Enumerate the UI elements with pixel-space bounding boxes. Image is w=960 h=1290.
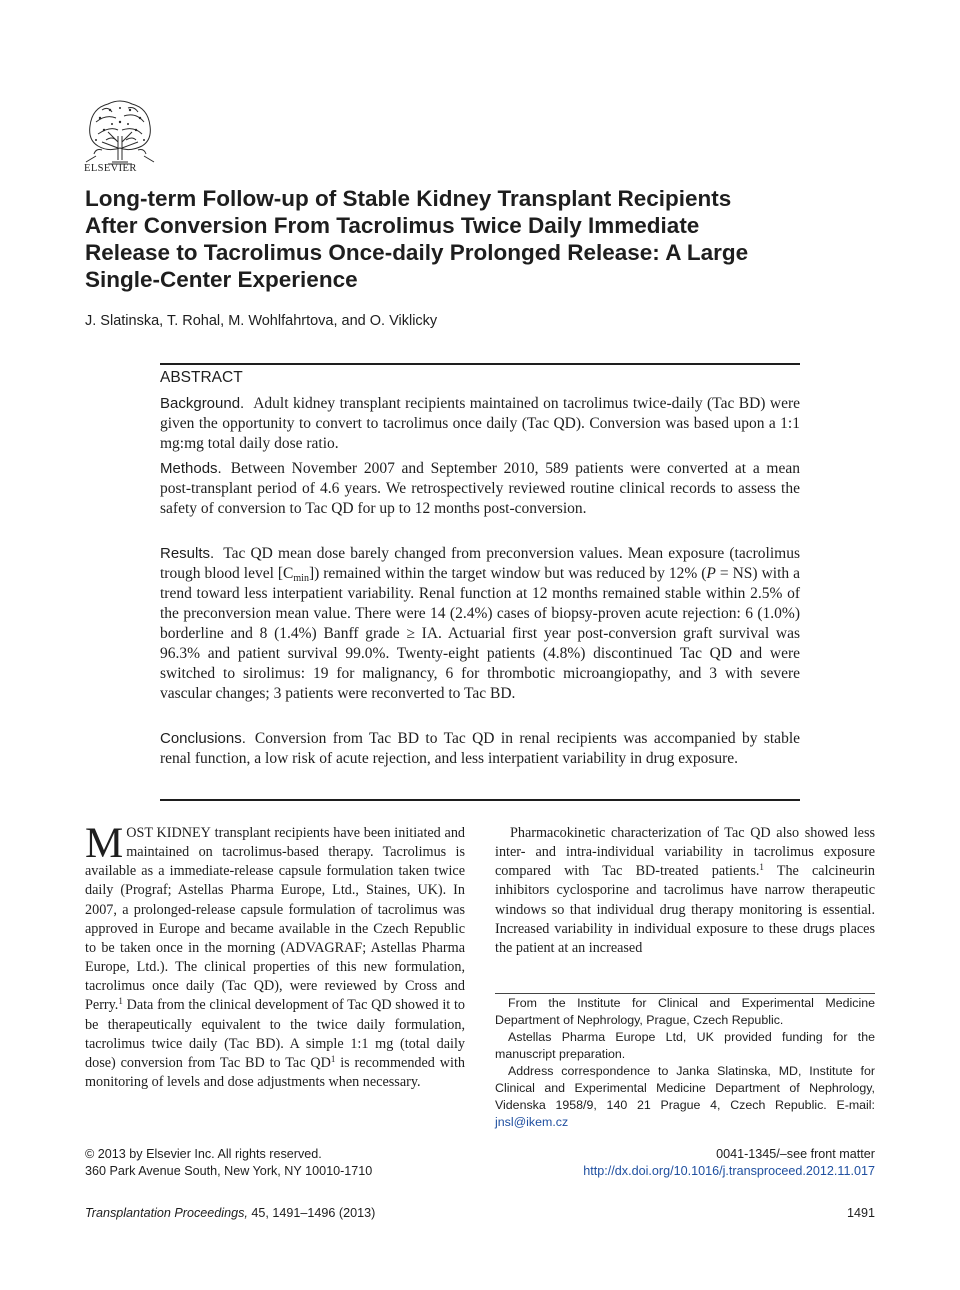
footnote-funding — [495, 1029, 875, 1063]
footnote-rule — [495, 993, 875, 994]
drop-cap: M — [85, 820, 124, 867]
small-caps-lead: OST KIDNEY — [126, 825, 211, 841]
publisher-name: ELSEVIER — [84, 163, 137, 174]
page-number: 1491 — [846, 1206, 875, 1220]
subscript-min: min — [293, 573, 309, 584]
copyright-notice: © 2013 by Elsevier Inc. All rights reserved. — [85, 1147, 322, 1161]
title-line: Release to Tacrolimus Once-daily Prolonged Release: A Large — [85, 240, 749, 265]
abstract-text: ]) remained within the target window but was reduced by 12% ( — [308, 565, 707, 582]
journal-citation — [85, 1206, 375, 1220]
abstract-text: Tac QD mean dose barely changed from preconversion values. Mean exposure (tacrolimus trough blood level [C — [160, 545, 800, 582]
abstract-text: Adult kidney transplant recipients maintained on tacrolimus twice-daily (Tac BD) were given the opportunity to convert to tacrolimus once daily (Tac QD). Conversion was based upon a 1:1 mg:mg total daily dose ratio. — [160, 395, 800, 452]
abstract-top-rule — [160, 363, 800, 365]
issn-block — [583, 1146, 875, 1179]
body-text: The calcineurin inhibitors cyclosporine and tacrolimus have narrow therapeutic windows so that individual drug therapy monitoring is essential. Increased variability in individual exposure to these drugs places the patient at an increased — [495, 863, 875, 956]
footnote-text: Address correspondence to Janka Slatinska, MD, Institute for Clinical and Experimental Medicine Department of Nephrology, Videnska 1958/9, 140 21 Prague 4, Czech Republic. E-mail: — [495, 1064, 875, 1112]
abstract-label: Conclusions. — [160, 730, 246, 747]
abstract-results — [160, 544, 800, 704]
body-text: Data from the clinical development of Tac QD showed it to be therapeutically equivalent to the twice daily formulation, tacrolimus twice daily (Tac BD). A simple 1:1 mg (total daily dose) conversion from Tac BD to Tac QD — [85, 997, 465, 1071]
footnote-affiliation — [495, 995, 875, 1029]
body-column-right — [495, 824, 875, 958]
footnote-text: From the Institute for Clinical and Experimental Medicine Department of Nephrology, Prague, Czech Republic. — [495, 996, 875, 1027]
abstract-heading: ABSTRACT — [160, 369, 243, 386]
article-title — [85, 185, 845, 293]
title-line: Single-Center Experience — [85, 267, 358, 292]
title-line: Long-term Follow-up of Stable Kidney Transplant Recipients — [85, 186, 732, 211]
abstract-text: Conversion from Tac BD to Tac QD in renal recipients was accompanied by stable renal function, a low risk of acute rejection, and less interpatient variability in drug exposure. — [160, 730, 800, 767]
body-column-left — [85, 820, 466, 1092]
abstract-bottom-rule — [160, 799, 800, 801]
abstract-label: Results. — [160, 545, 215, 562]
publisher-address: 360 Park Avenue South, New York, NY 10010-1710 — [85, 1163, 373, 1178]
body-text: is recommended with monitoring of levels and dose adjustments when necessary. — [85, 1054, 465, 1091]
abstract-text: = NS) with a trend toward less interpatient variability. Renal function at 12 months remained stable within 2.5% of the preconversion mean value. There were 14 (2.4%) cases of biopsy-proven acute rejection: 6 (1.0%) borderline and 8 (1.4%) Banff grade ≥ IA. Actuarial first year post-conversion graft survival was 96.3% and patient survival 99.0%. Twenty-eight patients (4.8%) discontinued Tac QD and were switched to sirolimus: 19 for malignancy, 6 for thrombotic microangiopathy, and 3 with severe vascular changes; 3 patients were reconverted to Tac BD. — [160, 565, 801, 702]
reference-marker[interactable]: 1 — [330, 1053, 336, 1064]
abstract-background — [160, 394, 800, 454]
abstract-methods — [160, 459, 800, 519]
journal-volume-pages: 45, 1491–1496 (2013) — [247, 1206, 376, 1220]
footnote-text: Astellas Pharma Europe Ltd, UK provided funding for the manuscript preparation. — [495, 1030, 875, 1061]
reference-marker[interactable]: 1 — [759, 862, 764, 873]
footnote-correspondence — [495, 1063, 875, 1131]
body-text: Pharmacokinetic characterization of Tac QD also showed less inter- and intra-individual variability in tacrolimus exposure compared with Tac BD-treated patients. — [495, 825, 875, 880]
email-link[interactable]: jnsl@ikem.cz — [495, 1115, 569, 1129]
doi-link[interactable]: http://dx.doi.org/10.1016/j.transproceed.2012.11.017 — [583, 1163, 875, 1178]
p-value-symbol: P — [706, 565, 716, 582]
abstract-text: Between November 2007 and September 2010, 589 patients were converted at a mean post-transplant period of 4.6 years. We retrospectively reviewed routine clinical records to assess the safety of conversion to Tac QD for up to 12 months post-conversion. — [160, 460, 800, 517]
abstract-label: Background. — [160, 395, 245, 412]
issn-line: 0041-1345/–see front matter — [716, 1147, 875, 1161]
abstract-label: Methods. — [160, 460, 222, 477]
copyright-block — [85, 1146, 372, 1179]
abstract-conclusions — [160, 729, 800, 769]
body-text: transplant recipients have been initiated and maintained on tacrolimus-based therapy. Tacrolimus is available as a immediate-release capsule formulation taken twice daily (Prograf; Astellas Pharma Europe, Ltd., Staines, UK). In 2007, a prolonged-release capsule formulation of tacrolimus was approved in Europe and became available in the Czech Republic to be taken once in the morning (ADVAGRAF; Astellas Pharma Europe, Ltd.). The clinical properties of this new formulation, tacrolimus once daily (Tac QD), were reviewed by Cross and Perry. — [85, 825, 466, 1014]
author-list: J. Slatinska, T. Rohal, M. Wohlfahrtova, and O. Viklicky — [85, 313, 438, 329]
journal-name: Transplantation Proceedings, — [85, 1206, 248, 1220]
reference-marker[interactable]: 1 — [118, 996, 123, 1007]
title-line: After Conversion From Tacrolimus Twice Daily Immediate — [85, 213, 700, 238]
